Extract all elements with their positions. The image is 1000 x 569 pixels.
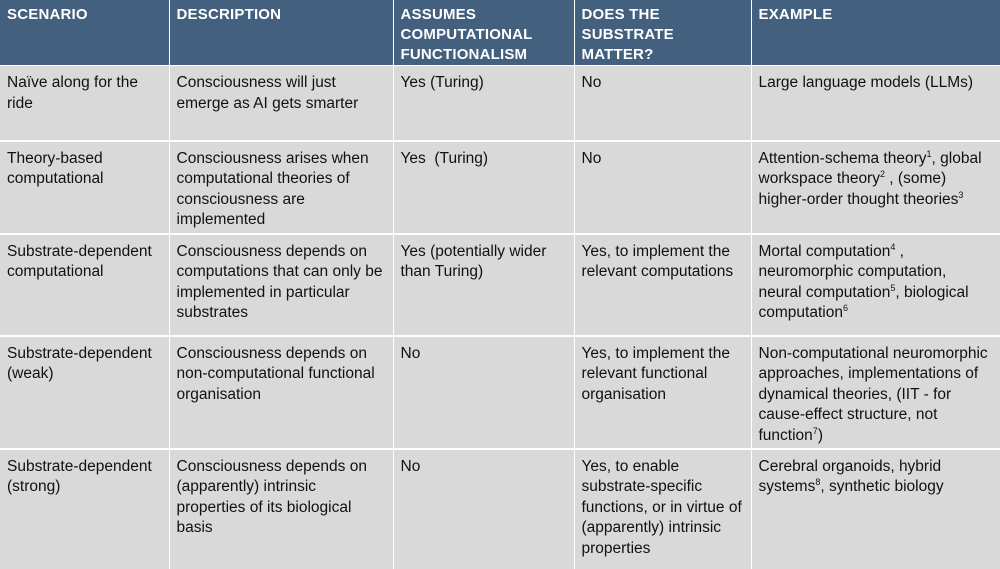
- header-example: EXAMPLE: [751, 0, 1000, 66]
- cell-description: Consciousness will just emerge as AI gets smarter: [169, 66, 393, 141]
- table-row: [0, 234, 1000, 336]
- cell-substrate: Yes, to implement the relevant functional organisation: [574, 336, 751, 449]
- header-description: DESCRIPTION: [169, 0, 393, 66]
- cell-description: Consciousness depends on (apparently) intrinsic properties of its biological basis: [169, 449, 393, 569]
- cell-description: Consciousness arises when computational theories of consciousness are implemented: [169, 141, 393, 234]
- cell-substrate: Yes, to implement the relevant computations: [574, 234, 751, 336]
- footnote-marker: 8: [815, 477, 821, 487]
- table-row: [0, 449, 1000, 569]
- cell-example: Attention-schema theory$^1$, global workspace theory$^2$ , (some) higher-order thought theories$^3$: [751, 141, 1000, 234]
- cell-description: Consciousness depends on computations that can only be implemented in particular substrates: [169, 234, 393, 336]
- cell-assumes: No: [393, 449, 574, 569]
- footnote-marker: 1: [926, 148, 932, 159]
- table-row: [0, 336, 1000, 449]
- cell-description: Consciousness depends on non-computational functional organisation: [169, 336, 393, 449]
- cell-example: Large language models (LLMs): [751, 66, 1000, 141]
- cell-scenario: Naïve along for the ride: [0, 66, 169, 141]
- footnote-marker: 2: [879, 169, 885, 179]
- cell-substrate: No: [574, 141, 751, 234]
- cell-assumes: Yes (Turing): [393, 141, 574, 234]
- cell-scenario: Theory-based computational: [0, 141, 169, 234]
- cell-scenario: Substrate-dependent computational: [0, 234, 169, 336]
- cell-example: Non-computational neuromorphic approaches, implementations of dynamical theories, (IIT - for cause-effect structure, not function$^7$): [751, 336, 1000, 449]
- header-scenario: SCENARIO: [0, 0, 169, 66]
- cell-substrate: Yes, to enable substrate-specific functions, or in virtue of (apparently) intrinsic properties: [574, 449, 751, 569]
- header-assumes-computational-functionalism: ASSUMES COMPUTATIONAL FUNCTIONALISM: [393, 0, 574, 66]
- table-row: [0, 141, 1000, 234]
- footnote-marker: 7: [812, 425, 818, 436]
- cell-example: Cerebral organoids, hybrid systems$^8$, synthetic biology: [751, 449, 1000, 569]
- footnote-marker: 6: [842, 303, 848, 313]
- cell-scenario: Substrate-dependent (weak): [0, 336, 169, 449]
- footnote-marker: 4: [890, 241, 896, 252]
- header-substrate-matters: DOES THE SUBSTRATE MATTER?: [574, 0, 751, 66]
- cell-example: Mortal computation$^4$ , neuromorphic computation, neural computation$^5$, biological computation$^6$: [751, 234, 1000, 336]
- table-row: [0, 66, 1000, 141]
- cell-scenario: Substrate-dependent (strong): [0, 449, 169, 569]
- cell-assumes: Yes (Turing): [393, 66, 574, 141]
- cell-assumes: Yes (potentially wider than Turing): [393, 234, 574, 336]
- footnote-marker: 3: [958, 189, 964, 200]
- cell-assumes: No: [393, 336, 574, 449]
- header-row: [0, 0, 1000, 66]
- footnote-marker: 5: [890, 282, 896, 293]
- cell-substrate: No: [574, 66, 751, 141]
